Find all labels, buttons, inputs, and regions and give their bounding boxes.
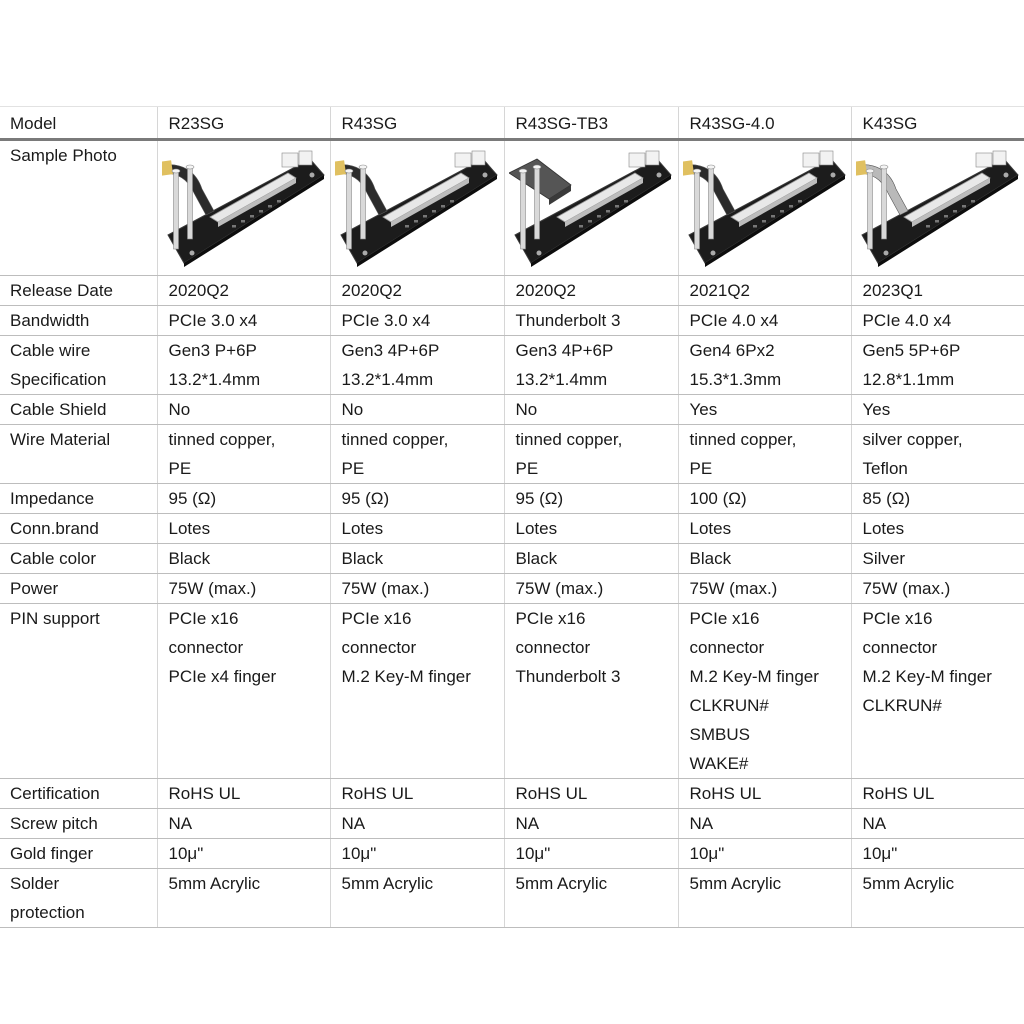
cell-line: PE bbox=[515, 459, 539, 478]
cell-solder-protection bbox=[851, 869, 1024, 928]
row-label-power bbox=[0, 574, 157, 604]
cell-line: silver copper, bbox=[862, 430, 963, 449]
cell-line: Gen4 6Px2 bbox=[689, 341, 775, 360]
cell-cable-spec bbox=[851, 336, 1024, 395]
cell-power bbox=[504, 574, 678, 604]
row-label-text: Wire Material bbox=[10, 430, 111, 449]
mount-hole bbox=[189, 251, 194, 256]
row-label-wire-material bbox=[0, 425, 157, 484]
cell-certification bbox=[851, 779, 1024, 809]
row-label-text: Release Date bbox=[10, 281, 114, 300]
cell-line: CLKRUN# bbox=[862, 696, 942, 715]
standoff bbox=[708, 167, 713, 239]
cell-value: R23SG bbox=[168, 114, 225, 133]
row-label-pin-support bbox=[0, 604, 157, 779]
cell-wire-material bbox=[851, 425, 1024, 484]
cell-value: 5mm Acrylic bbox=[862, 874, 955, 893]
mount-hole bbox=[309, 173, 314, 178]
cell-value: 2020Q2 bbox=[168, 281, 229, 300]
cell-value: Black bbox=[168, 549, 211, 568]
cell-sample-photo bbox=[504, 140, 678, 276]
cell-power bbox=[330, 574, 504, 604]
row-solder-protection bbox=[0, 869, 1024, 928]
cell-value: R43SG bbox=[341, 114, 398, 133]
cell-value: RoHS UL bbox=[689, 784, 762, 803]
riser-board-photo bbox=[162, 145, 326, 273]
row-cable-color bbox=[0, 544, 1024, 574]
mount-hole bbox=[482, 173, 487, 178]
cell-cable-color bbox=[678, 544, 851, 574]
cell-value: 95 (Ω) bbox=[515, 489, 564, 508]
cell-screw-pitch bbox=[330, 809, 504, 839]
cell-value: NA bbox=[689, 814, 714, 833]
row-label-cable-color bbox=[0, 544, 157, 574]
cell-power bbox=[851, 574, 1024, 604]
cell-value: Lotes bbox=[168, 519, 211, 538]
cell-value: Lotes bbox=[515, 519, 558, 538]
cell-line: connector bbox=[168, 638, 244, 657]
cell-value: RoHS UL bbox=[862, 784, 935, 803]
cell-line: PCIe x16 bbox=[341, 609, 412, 628]
row-label-text: Sample Photo bbox=[10, 146, 117, 165]
cell-line: Gen5 5P+6P bbox=[862, 341, 961, 360]
cell-value: 5mm Acrylic bbox=[515, 874, 608, 893]
cell-gold-finger bbox=[157, 839, 330, 869]
riser-board-photo bbox=[335, 145, 499, 273]
cell-value: Silver bbox=[862, 549, 906, 568]
cell-conn-brand bbox=[330, 514, 504, 544]
cell-cable-shield bbox=[504, 395, 678, 425]
riser-board-photo bbox=[683, 145, 847, 273]
cell-model bbox=[851, 107, 1024, 140]
cell-wire-material bbox=[330, 425, 504, 484]
power-connector bbox=[976, 153, 992, 167]
cell-value: NA bbox=[862, 814, 887, 833]
row-label-line: protection bbox=[10, 903, 85, 922]
cell-value: 75W (max.) bbox=[168, 579, 257, 598]
row-label-line: Cable wire bbox=[10, 341, 91, 360]
cell-release-date bbox=[851, 276, 1024, 306]
mount-hole bbox=[536, 251, 541, 256]
cell-value: No bbox=[168, 400, 191, 419]
cell-value: No bbox=[515, 400, 538, 419]
row-label-screw-pitch bbox=[0, 809, 157, 839]
power-connector bbox=[803, 153, 819, 167]
mount-hole bbox=[656, 173, 661, 178]
cell-value: 95 (Ω) bbox=[341, 489, 390, 508]
cell-cable-color bbox=[157, 544, 330, 574]
cell-line: PCIe x16 bbox=[168, 609, 239, 628]
cell-line: M.2 Key-M finger bbox=[689, 667, 819, 686]
cell-pin-support bbox=[330, 604, 504, 779]
cell-gold-finger bbox=[851, 839, 1024, 869]
cell-wire-material bbox=[157, 425, 330, 484]
gold-finger bbox=[162, 160, 173, 176]
cell-power bbox=[678, 574, 851, 604]
cell-line: 13.2*1.4mm bbox=[515, 370, 608, 389]
cell-certification bbox=[330, 779, 504, 809]
cell-line: Gen3 P+6P bbox=[168, 341, 257, 360]
cell-value: 10μ" bbox=[515, 844, 551, 863]
cell-wire-material bbox=[504, 425, 678, 484]
row-conn-brand bbox=[0, 514, 1024, 544]
cell-sample-photo bbox=[157, 140, 330, 276]
row-label-text: Impedance bbox=[10, 489, 95, 508]
row-bandwidth bbox=[0, 306, 1024, 336]
cell-line: M.2 Key-M finger bbox=[341, 667, 471, 686]
cell-line: Thunderbolt 3 bbox=[515, 667, 621, 686]
cell-cable-shield bbox=[330, 395, 504, 425]
cell-solder-protection bbox=[678, 869, 851, 928]
cell-bandwidth bbox=[330, 306, 504, 336]
cell-solder-protection bbox=[504, 869, 678, 928]
cell-cable-shield bbox=[678, 395, 851, 425]
row-label-text: Cable color bbox=[10, 549, 96, 568]
cell-value: 95 (Ω) bbox=[168, 489, 217, 508]
cell-value: RoHS UL bbox=[341, 784, 414, 803]
row-label-text: Model bbox=[10, 114, 57, 133]
cell-value: 5mm Acrylic bbox=[689, 874, 782, 893]
spec-comparison-table bbox=[0, 106, 1024, 928]
cell-cable-spec bbox=[678, 336, 851, 395]
row-screw-pitch bbox=[0, 809, 1024, 839]
cell-cable-spec bbox=[504, 336, 678, 395]
power-connector bbox=[455, 153, 471, 167]
row-label-conn-brand bbox=[0, 514, 157, 544]
power-connector bbox=[629, 153, 645, 167]
cell-value: 2023Q1 bbox=[862, 281, 923, 300]
cell-value: Black bbox=[515, 549, 558, 568]
cell-line: 15.3*1.3mm bbox=[689, 370, 782, 389]
row-label-sample-photo bbox=[0, 140, 157, 276]
cell-line: tinned copper, bbox=[689, 430, 797, 449]
cell-pin-support bbox=[504, 604, 678, 779]
row-label-model bbox=[0, 107, 157, 140]
cell-screw-pitch bbox=[678, 809, 851, 839]
row-label-line: Solder bbox=[10, 874, 60, 893]
cell-line: connector bbox=[341, 638, 417, 657]
power-connector bbox=[282, 153, 298, 167]
cell-cable-spec bbox=[330, 336, 504, 395]
cell-model bbox=[330, 107, 504, 140]
cell-cable-color bbox=[330, 544, 504, 574]
cell-impedance bbox=[678, 484, 851, 514]
row-release-date bbox=[0, 276, 1024, 306]
cell-value: 2020Q2 bbox=[515, 281, 576, 300]
cell-value: Yes bbox=[689, 400, 718, 419]
cell-value: Lotes bbox=[341, 519, 384, 538]
cell-sample-photo bbox=[851, 140, 1024, 276]
cell-pin-support bbox=[678, 604, 851, 779]
cell-value: 10μ" bbox=[689, 844, 725, 863]
cell-bandwidth bbox=[157, 306, 330, 336]
cell-bandwidth bbox=[851, 306, 1024, 336]
cell-value: Lotes bbox=[862, 519, 905, 538]
cell-value: 75W (max.) bbox=[689, 579, 778, 598]
row-label-cable-spec bbox=[0, 336, 157, 395]
standoff bbox=[867, 171, 872, 249]
cell-value: 75W (max.) bbox=[341, 579, 430, 598]
cell-impedance bbox=[504, 484, 678, 514]
cell-certification bbox=[678, 779, 851, 809]
cell-certification bbox=[504, 779, 678, 809]
cell-value: 2020Q2 bbox=[341, 281, 402, 300]
cell-screw-pitch bbox=[157, 809, 330, 839]
cell-wire-material bbox=[678, 425, 851, 484]
cell-line: PCIe x16 bbox=[862, 609, 933, 628]
standoff bbox=[173, 171, 178, 249]
row-label-text: Cable Shield bbox=[10, 400, 107, 419]
cell-line: tinned copper, bbox=[341, 430, 449, 449]
riser-board-photo bbox=[509, 145, 673, 273]
cell-power bbox=[157, 574, 330, 604]
cell-value: 75W (max.) bbox=[515, 579, 604, 598]
cell-value: Black bbox=[341, 549, 384, 568]
cell-conn-brand bbox=[851, 514, 1024, 544]
cell-value: RoHS UL bbox=[515, 784, 588, 803]
cell-cable-spec bbox=[157, 336, 330, 395]
cell-gold-finger bbox=[678, 839, 851, 869]
cell-value: RoHS UL bbox=[168, 784, 241, 803]
cell-model bbox=[678, 107, 851, 140]
standoff bbox=[881, 167, 886, 239]
cell-line: WAKE# bbox=[689, 754, 749, 773]
cell-conn-brand bbox=[157, 514, 330, 544]
cell-value: Lotes bbox=[689, 519, 732, 538]
cell-value: R43SG-TB3 bbox=[515, 114, 609, 133]
cell-value: 5mm Acrylic bbox=[168, 874, 261, 893]
cell-cable-shield bbox=[157, 395, 330, 425]
cell-value: Black bbox=[689, 549, 732, 568]
cell-impedance bbox=[851, 484, 1024, 514]
cell-line: M.2 Key-M finger bbox=[862, 667, 992, 686]
cell-value: R43SG-4.0 bbox=[689, 114, 775, 133]
standoff bbox=[534, 167, 539, 239]
cell-screw-pitch bbox=[504, 809, 678, 839]
row-gold-finger bbox=[0, 839, 1024, 869]
cell-model bbox=[504, 107, 678, 140]
cell-value: K43SG bbox=[862, 114, 918, 133]
mount-hole bbox=[883, 251, 888, 256]
cell-model bbox=[157, 107, 330, 140]
row-label-text: Gold finger bbox=[10, 844, 94, 863]
standoff bbox=[520, 171, 525, 249]
cell-line: CLKRUN# bbox=[689, 696, 769, 715]
cell-gold-finger bbox=[504, 839, 678, 869]
row-label-impedance bbox=[0, 484, 157, 514]
cell-cable-shield bbox=[851, 395, 1024, 425]
row-certification bbox=[0, 779, 1024, 809]
cell-value: NA bbox=[168, 814, 193, 833]
cell-line: connector bbox=[862, 638, 938, 657]
cell-value: 75W (max.) bbox=[862, 579, 951, 598]
cell-solder-protection bbox=[330, 869, 504, 928]
row-label-text: Power bbox=[10, 579, 59, 598]
cell-impedance bbox=[157, 484, 330, 514]
standoff bbox=[346, 171, 351, 249]
cell-solder-protection bbox=[157, 869, 330, 928]
row-cable-spec bbox=[0, 336, 1024, 395]
cell-value: NA bbox=[341, 814, 366, 833]
cell-value: Yes bbox=[862, 400, 891, 419]
cell-release-date bbox=[330, 276, 504, 306]
cell-value: 10μ" bbox=[341, 844, 377, 863]
row-sample-photo bbox=[0, 140, 1024, 276]
cell-line: PCIe x4 finger bbox=[168, 667, 277, 686]
row-label-release-date bbox=[0, 276, 157, 306]
row-label-bandwidth bbox=[0, 306, 157, 336]
row-label-gold-finger bbox=[0, 839, 157, 869]
row-label-text: Bandwidth bbox=[10, 311, 90, 330]
cell-line: 12.8*1.1mm bbox=[862, 370, 955, 389]
cell-pin-support bbox=[851, 604, 1024, 779]
cell-line: tinned copper, bbox=[515, 430, 623, 449]
cell-release-date bbox=[504, 276, 678, 306]
row-cable-shield bbox=[0, 395, 1024, 425]
mount-hole bbox=[710, 251, 715, 256]
row-label-text: PIN support bbox=[10, 609, 100, 628]
cell-conn-brand bbox=[678, 514, 851, 544]
mount-hole bbox=[830, 173, 835, 178]
cell-line: PCIe x16 bbox=[689, 609, 760, 628]
row-model bbox=[0, 107, 1024, 140]
cell-sample-photo bbox=[330, 140, 504, 276]
row-wire-material bbox=[0, 425, 1024, 484]
row-power bbox=[0, 574, 1024, 604]
cell-gold-finger bbox=[330, 839, 504, 869]
cell-value: 10μ" bbox=[862, 844, 898, 863]
cell-line: SMBUS bbox=[689, 725, 750, 744]
gold-finger bbox=[683, 160, 694, 176]
cell-pin-support bbox=[157, 604, 330, 779]
cell-release-date bbox=[157, 276, 330, 306]
row-label-text: Screw pitch bbox=[10, 814, 98, 833]
cell-line: Gen3 4P+6P bbox=[341, 341, 440, 360]
cell-value: PCIe 3.0 x4 bbox=[341, 311, 431, 330]
cell-line: Teflon bbox=[862, 459, 908, 478]
cell-value: No bbox=[341, 400, 364, 419]
riser-board-photo bbox=[856, 145, 1020, 273]
mount-hole bbox=[1003, 173, 1008, 178]
cell-value: PCIe 4.0 x4 bbox=[862, 311, 952, 330]
cell-line: connector bbox=[689, 638, 765, 657]
cell-value: PCIe 3.0 x4 bbox=[168, 311, 258, 330]
cell-screw-pitch bbox=[851, 809, 1024, 839]
cell-line: PE bbox=[341, 459, 365, 478]
standoff bbox=[360, 167, 365, 239]
cell-cable-color bbox=[504, 544, 678, 574]
cell-sample-photo bbox=[678, 140, 851, 276]
cell-line: 13.2*1.4mm bbox=[341, 370, 434, 389]
cell-value: 100 (Ω) bbox=[689, 489, 747, 508]
cell-value: 85 (Ω) bbox=[862, 489, 911, 508]
cell-line: PE bbox=[689, 459, 713, 478]
cell-line: connector bbox=[515, 638, 591, 657]
cell-value: 10μ" bbox=[168, 844, 204, 863]
standoff bbox=[187, 167, 192, 239]
cell-line: Gen3 4P+6P bbox=[515, 341, 614, 360]
cell-value: NA bbox=[515, 814, 540, 833]
standoff bbox=[694, 171, 699, 249]
row-label-text: Certification bbox=[10, 784, 100, 803]
cell-bandwidth bbox=[504, 306, 678, 336]
cell-line: 13.2*1.4mm bbox=[168, 370, 261, 389]
row-label-solder-protection bbox=[0, 869, 157, 928]
cell-cable-color bbox=[851, 544, 1024, 574]
cell-line: PE bbox=[168, 459, 192, 478]
cell-conn-brand bbox=[504, 514, 678, 544]
cell-value: 2021Q2 bbox=[689, 281, 750, 300]
cell-line: PCIe x16 bbox=[515, 609, 586, 628]
gold-finger bbox=[856, 160, 867, 176]
row-label-text: Conn.brand bbox=[10, 519, 99, 538]
cell-certification bbox=[157, 779, 330, 809]
cell-value: Thunderbolt 3 bbox=[515, 311, 621, 330]
row-label-cable-shield bbox=[0, 395, 157, 425]
cell-value: PCIe 4.0 x4 bbox=[689, 311, 779, 330]
cell-line: tinned copper, bbox=[168, 430, 276, 449]
cell-impedance bbox=[330, 484, 504, 514]
row-impedance bbox=[0, 484, 1024, 514]
row-label-line: Specification bbox=[10, 370, 107, 389]
cell-release-date bbox=[678, 276, 851, 306]
mount-hole bbox=[362, 251, 367, 256]
row-pin-support bbox=[0, 604, 1024, 779]
cell-value: 5mm Acrylic bbox=[341, 874, 434, 893]
gold-finger bbox=[335, 160, 346, 176]
row-label-certification bbox=[0, 779, 157, 809]
cell-bandwidth bbox=[678, 306, 851, 336]
